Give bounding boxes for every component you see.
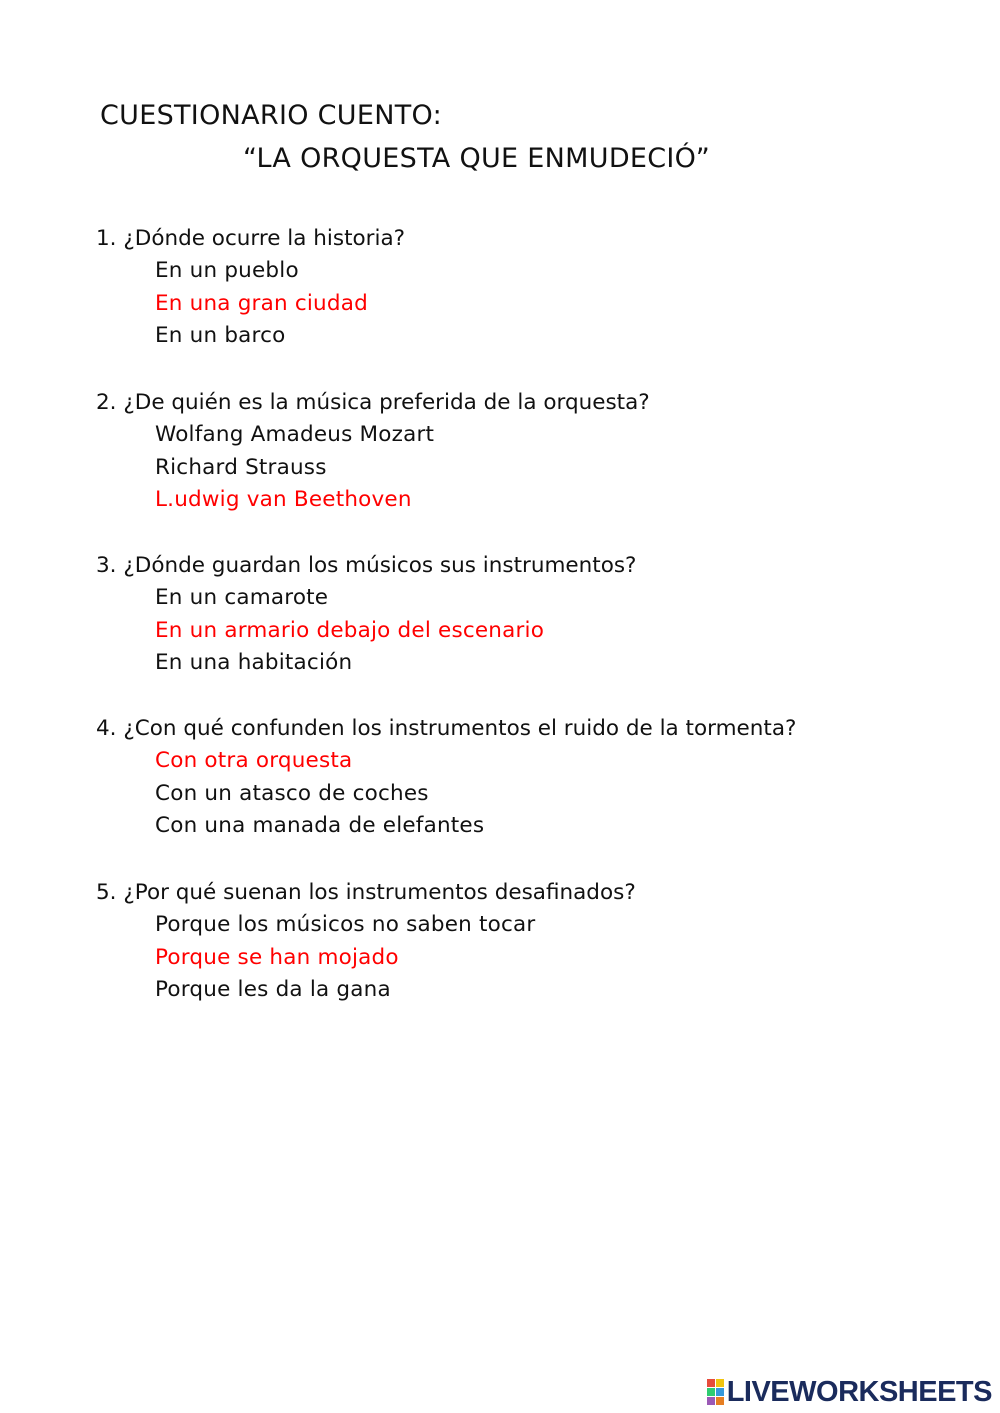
answer-options	[96, 909, 976, 1007]
question-text: 5. ¿Por qué suenan los instrumentos desafinados?	[96, 880, 636, 905]
answer-options	[96, 582, 976, 680]
liveworksheets-brand[interactable]	[707, 1375, 992, 1409]
answer-option[interactable]: Con una manada de elefantes	[155, 813, 485, 839]
answer-option[interactable]: En un barco	[155, 323, 286, 349]
question-2	[96, 386, 976, 517]
answer-option-correct[interactable]: En una gran ciudad	[155, 290, 368, 316]
logo-square	[716, 1388, 724, 1396]
answer-option-correct[interactable]: L.udwig van Beethoven	[155, 487, 412, 513]
question-1	[96, 222, 976, 353]
logo-square	[707, 1379, 715, 1387]
brand-name: LIVEWORKSHEETS	[726, 1375, 992, 1408]
question-text: 3. ¿Dónde guardan los músicos sus instrumentos?	[96, 553, 637, 578]
answer-option-correct[interactable]: Porque se han mojado	[155, 944, 399, 970]
logo-square	[707, 1397, 715, 1405]
answer-option[interactable]: Wolfang Amadeus Mozart	[155, 422, 435, 447]
worksheet-title-line-2: “LA ORQUESTA QUE ENMUDECIÓ”	[243, 143, 711, 174]
answer-option[interactable]: En un pueblo	[155, 258, 299, 283]
question-text: 1. ¿Dónde ocurre la historia?	[96, 226, 406, 251]
worksheet-title-line-1: CUESTIONARIO CUENTO:	[100, 100, 442, 131]
answer-option[interactable]: En un camarote	[155, 585, 329, 610]
question-text: 4. ¿Con qué confunden los instrumentos el ruido de la tormenta?	[96, 716, 797, 741]
answer-option[interactable]: Porque los músicos no saben tocar	[155, 912, 536, 937]
answer-option-correct[interactable]: En un armario debajo del escenario	[155, 617, 545, 643]
question-3	[96, 549, 976, 680]
question-5	[96, 876, 976, 1007]
logo-square	[716, 1397, 724, 1405]
answer-option[interactable]: Richard Strauss	[155, 454, 327, 480]
answer-options	[96, 419, 976, 517]
answer-option-correct[interactable]: Con otra orquesta	[155, 748, 353, 773]
question-text: 2. ¿De quién es la música preferida de la orquesta?	[96, 390, 650, 415]
question-4	[96, 712, 976, 843]
answer-option[interactable]: Con un atasco de coches	[155, 780, 429, 806]
logo-square	[716, 1379, 724, 1387]
answer-option[interactable]: En una habitación	[155, 650, 353, 676]
liveworksheets-logo-icon	[707, 1379, 724, 1405]
logo-square	[707, 1388, 715, 1396]
answer-option[interactable]: Porque les da la gana	[155, 977, 391, 1003]
answer-options	[96, 745, 976, 843]
answer-options	[96, 255, 976, 353]
